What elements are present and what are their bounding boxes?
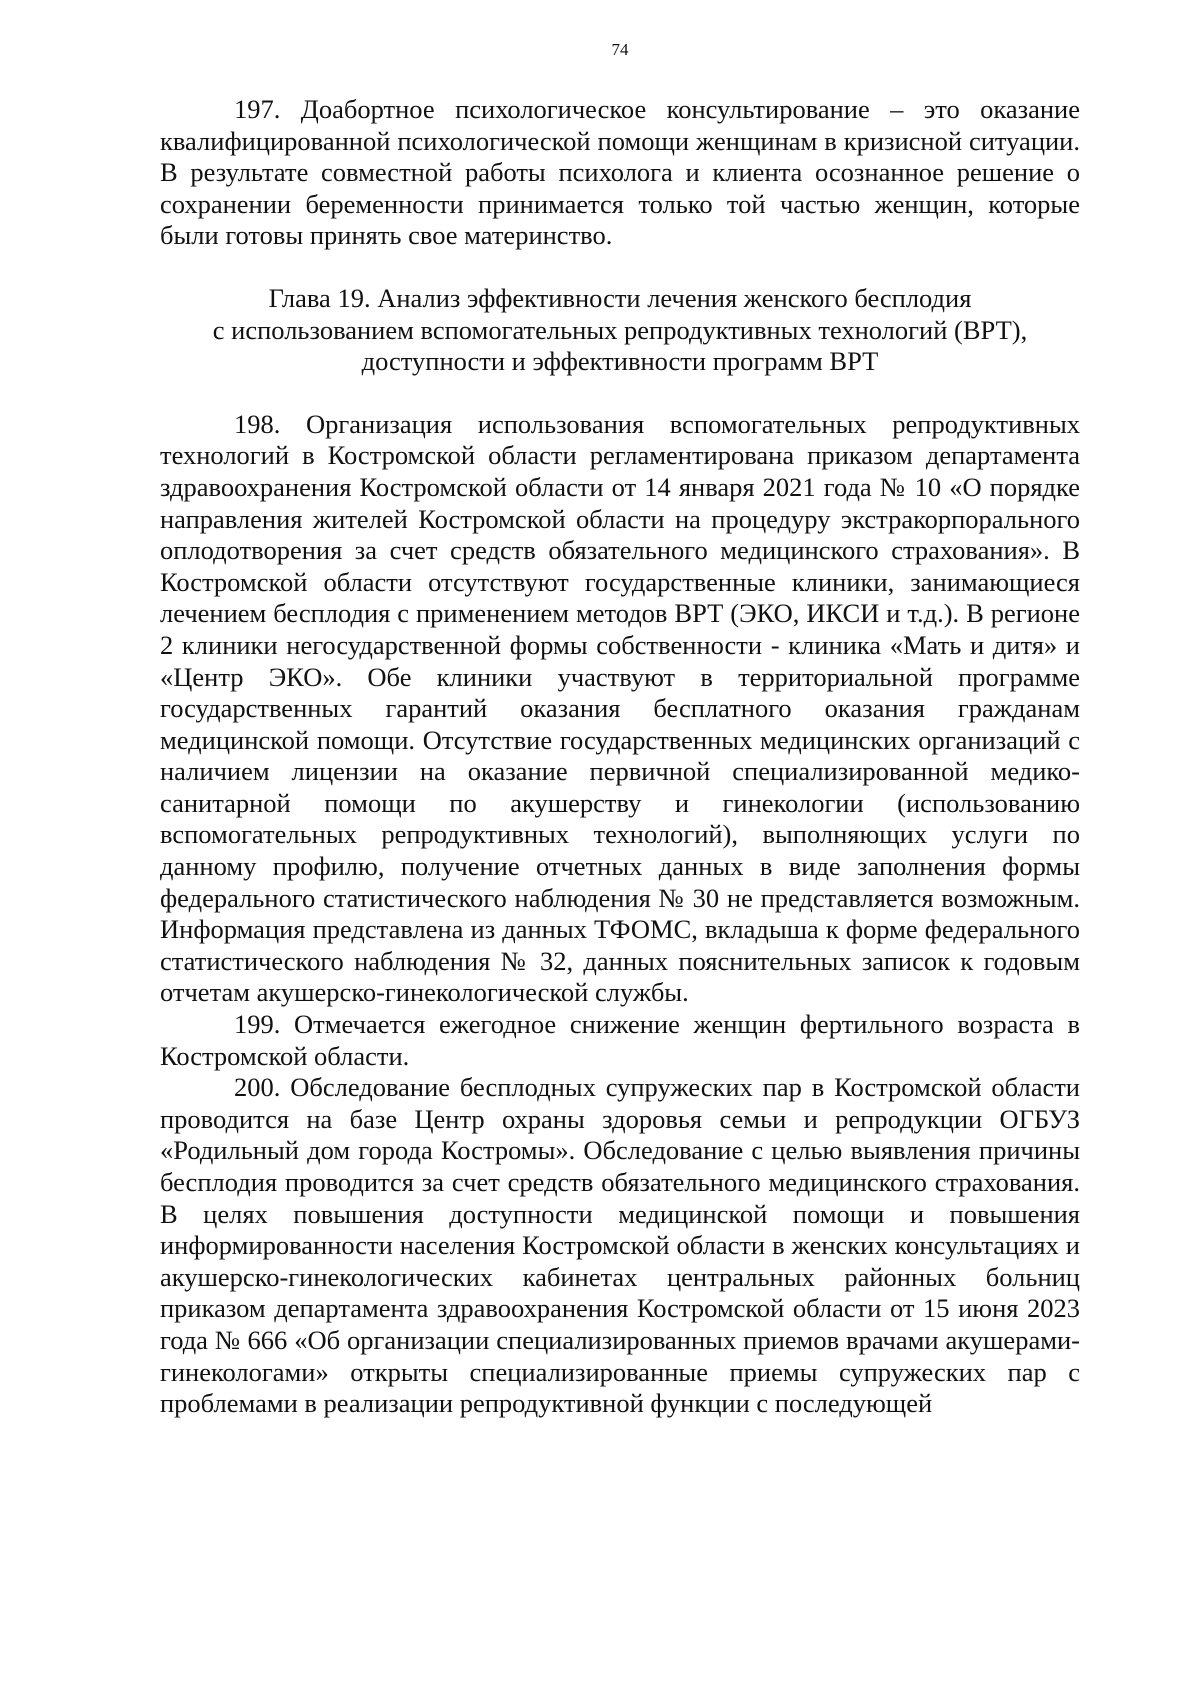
paragraph-198: 198. Организация использования вспомогательных репродуктивных технологий в Костромской области регламентирована приказом департамента здравоохранения Костромской области от 14 января 2021 года № 10 «О порядке направления жителей Костромской области на процедуру экстракорпорального оплодотворения за счет средств обязательного медицинского страхования». В Костромской области отсутствуют государственные клиники, занимающиеся лечением бесплодия с применением методов ВРТ (ЭКО, ИКСИ и т.д.). В регионе 2 клиники негосударственной формы собственности - клиника «Мать и дитя» и «Центр ЭКО». Обе клиники участвуют в территориальной программе государственных гарантий оказания бесплатного оказания гражданам медицинской помощи. Отсутствие государственных медицинских организаций с наличием лицензии на оказание первичной специализированной медико-санитарной помощи по акушерству и гинекологии (использованию вспомогательных репродуктивных технологий), выполняющих услуги по данному профилю, получение отчетных данных в виде заполнения формы федерального статистического наблюдения № 30 не представляется возможным. Информация представлена из данных ТФОМС, вкладыша к форме федерального статистического наблюдения № 32, данных пояснительных записок к годовым отчетам акушерско-гинекологической службы. (160, 408, 1080, 1008)
document-page (160, 40, 1080, 1420)
paragraph-199: 199. Отмечается ежегодное снижение женщин фертильного возраста в Костромской области. (160, 1009, 1080, 1071)
chapter-heading (160, 283, 1080, 378)
chapter-heading-line-3: доступности и эффективности программ ВРТ (361, 346, 879, 377)
paragraph-200: 200. Обследование бесплодных супружеских пар в Костромской области проводится на базе Центр охраны здоровья семьи и репродукции ОГБУЗ «Родильный дом города Костромы». Обследование с целью выявления причины бесплодия проводится за счет средств обязательного медицинского страхования. В целях повышения доступности медицинской помощи и повышения информированности населения Костромской области в женских консультациях и акушерско-гинекологических кабинетах центральных районных больниц приказом департамента здравоохранения Костромской области от 15 июня 2023 года № 666 «Об организации специализированных приемов врачами акушерами-гинекологами» открыты специализированные приемы супружеских пар с проблемами в реализации репродуктивной функции с последующей (160, 1072, 1080, 1419)
chapter-heading-line-1: Глава 19. Анализ эффективности лечения женского бесплодия (268, 282, 972, 313)
chapter-heading-line-2: с использованием вспомогательных репродуктивных технологий (ВРТ), (212, 314, 1028, 345)
paragraph-197: 197. Доабортное психологическое консультирование – это оказание квалифицированной психологической помощи женщинам в кризисной ситуации. В результате совместной работы психолога и клиента осознанное решение о сохранении беременности принимается только той частью женщин, которые были готовы принять свое материнство. (160, 94, 1080, 251)
page-number: 74 (611, 40, 629, 59)
